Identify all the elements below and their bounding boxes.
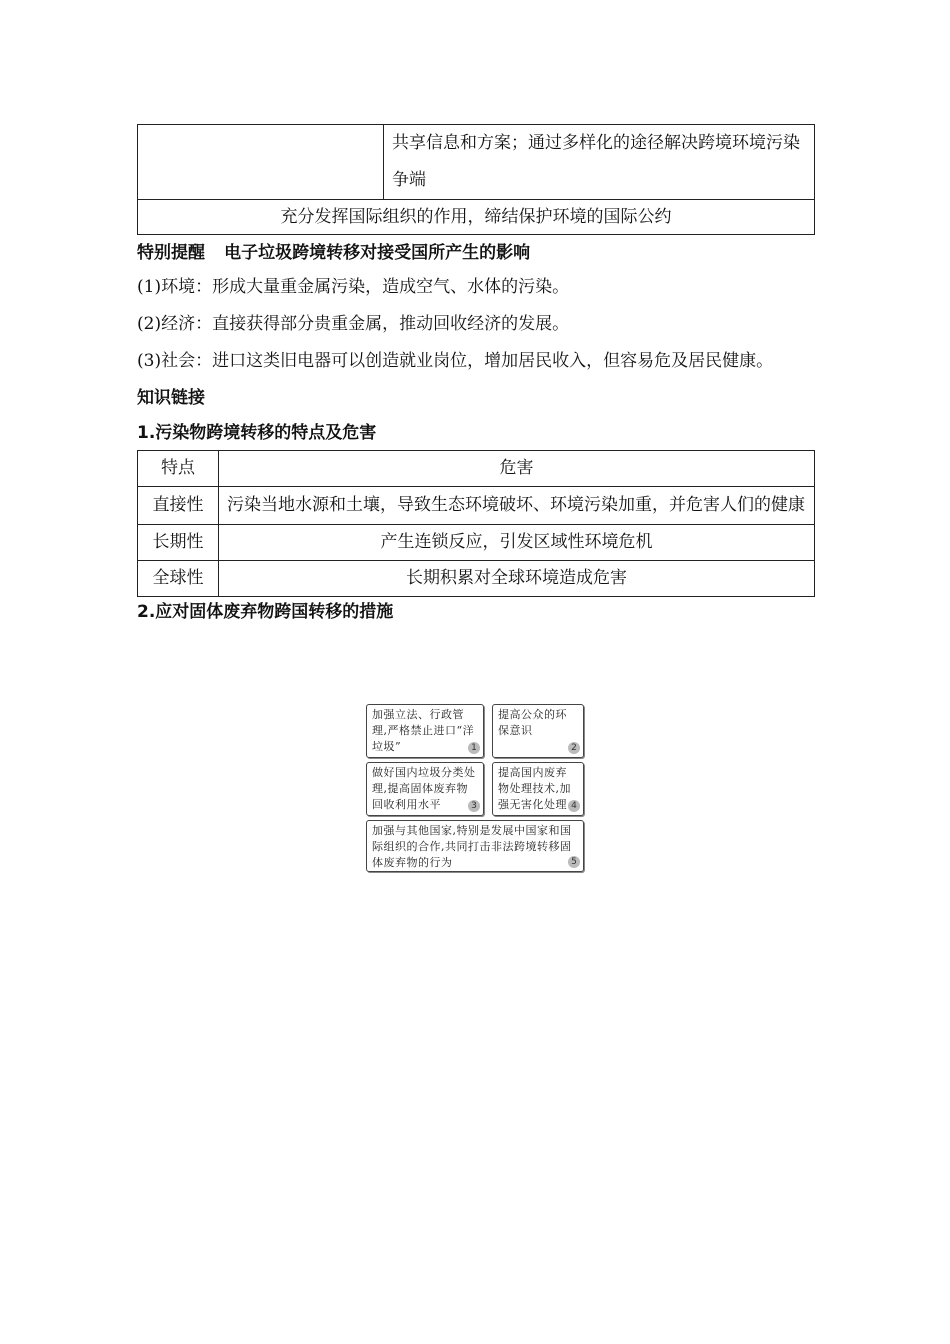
section2-title: 2.应对固体废弃物跨国转移的措施 — [137, 602, 394, 622]
number-badge: 3 — [468, 800, 480, 812]
table-row — [138, 525, 815, 561]
table-row — [138, 561, 815, 597]
row-harm: 污染当地水源和土壤，导致生态环境破坏、环境污染加重，并危害人们的健康 — [219, 487, 815, 525]
tip-item-society: (3)社会：进口这类旧电器可以创造就业岗位，增加居民收入，但容易危及居民健康。 — [137, 351, 774, 371]
row-feature: 全球性 — [138, 561, 219, 597]
number-badge: 4 — [568, 800, 580, 812]
pollution-transfer-table — [137, 450, 815, 597]
measure-box-2 — [492, 704, 584, 758]
measure-text: 加强与其他国家,特别是发展中国家和国际组织的合作,共同打击非法跨境转移固体废弃物的行为 — [372, 824, 572, 869]
table-row — [138, 200, 815, 235]
row-harm: 长期积累对全球环境造成危害 — [219, 561, 815, 597]
section1-title: 1.污染物跨境转移的特点及危害 — [137, 423, 377, 443]
number-badge: 5 — [568, 856, 580, 868]
measure-box-4 — [492, 762, 584, 816]
number-badge: 1 — [468, 742, 480, 754]
header-harm: 危害 — [219, 451, 815, 487]
measure-box-3 — [366, 762, 484, 816]
tip-heading — [137, 237, 815, 269]
row-feature: 长期性 — [138, 525, 219, 561]
measure-box-5 — [366, 820, 584, 872]
knowledge-link-heading: 知识链接 — [137, 388, 205, 408]
row-harm: 产生连锁反应，引发区域性环境危机 — [219, 525, 815, 561]
measure-text: 提高国内废弃物处理技术,加强无害化处理 — [498, 766, 571, 811]
table-header-row — [138, 451, 815, 487]
measure-text: 提高公众的环保意识 — [498, 708, 567, 737]
measure-box-1 — [366, 704, 484, 758]
tip-item-economy: (2)经济：直接获得部分贵重金属，推动回收经济的发展。 — [137, 314, 570, 334]
table-row — [138, 125, 815, 200]
measures-diagram — [366, 704, 586, 872]
header-feature: 特点 — [138, 451, 219, 487]
row-feature: 直接性 — [138, 487, 219, 525]
table-cell-merged: 充分发挥国际组织的作用，缔结保护环境的国际公约 — [138, 200, 815, 235]
table-cell: 共享信息和方案；通过多样化的途径解决跨境环境污染争端 — [384, 125, 815, 200]
tip-label: 特别提醒 — [137, 243, 205, 263]
tip-title: 电子垃圾跨境转移对接受国所产生的影响 — [224, 243, 531, 263]
page-content — [137, 124, 815, 627]
tip-item-environment: (1)环境：形成大量重金属污染，造成空气、水体的污染。 — [137, 277, 570, 297]
measures-table-continued — [137, 124, 815, 235]
measure-text: 加强立法、行政管理,严格禁止进口“洋垃圾” — [372, 708, 475, 753]
table-cell-empty — [138, 125, 384, 200]
table-row — [138, 487, 815, 525]
measure-text: 做好国内垃圾分类处理,提高固体废弃物回收利用水平 — [372, 766, 476, 811]
number-badge: 2 — [568, 742, 580, 754]
